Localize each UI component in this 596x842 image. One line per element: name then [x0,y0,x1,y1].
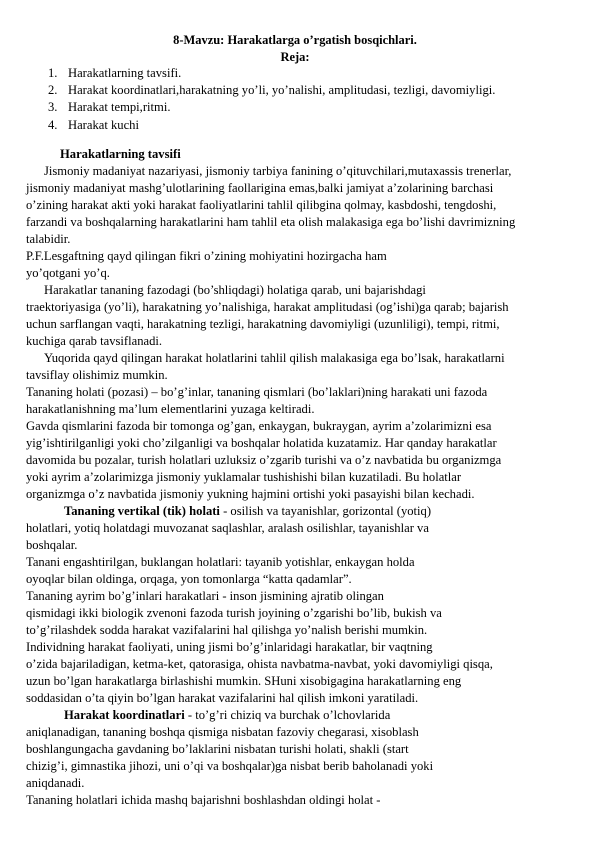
body-line: Tanani engashtirilgan, buklangan holatlari: tayanib yotishlar, enkaygan holda [26,555,415,569]
body-line: chizig’i, gimnastika jihozi, uni o’qi va boshqalar)ga nisbat berib baholanadi yoki [26,759,434,773]
plan-item-text: Harakat kuchi [68,117,139,132]
plan-item-text: Harakat tempi,ritmi. [68,100,171,115]
plan-item-number: 4. [48,117,58,132]
body-line: to’g’rilashdek sodda harakat vazifalarini hal qilishga yo’nalish berishi mumkin. [26,623,428,637]
term-vertical-position: Tananing vertikal (tik) holati [64,504,220,518]
body-line: aniqlanadigan, tananing boshqa qismiga nisbatan fazoviy chegarasi, xisoblash [26,725,419,739]
body-line [64,504,431,519]
body-line: o’zida bajariladigan, ketma-ket, qatorasiga, ohista navbatma-navbat, yoki davomiyligi qisqa, [26,657,493,671]
plan-heading: Reja: [280,50,310,64]
body-line: uchun sarflangan vaqti, harakatning tezligi, harakatning davomiyligi (uzunliligi), tempi, ritmi, [26,317,500,331]
body-line: P.F.Lesgaftning qayd qilingan fikri o’zining mohiyatini hozirgacha ham [26,249,387,263]
body-line: traektoriyasiga (yo’li), harakatning yo’nalishiga, harakat amplitudasi (og’ishi)ga qarab; bajarish [26,300,509,314]
body-line: harakatlanishning ma’lum elementlarini yuzaga keltiradi. [26,402,315,416]
body-line: oyoqlar bilan oldinga, orqaga, yon tomonlarga “katta qadamlar”. [26,572,352,586]
body-line: jismoniy madaniyat mashg’ulotlarining faollarigina emas,balki jamiyat a’zolarining barchasi [26,181,494,195]
body-line: Jismoniy madaniyat nazariyasi, jismoniy tarbiya fanining o’qituvchilari,mutaxassis trenerlar, [44,164,512,178]
body-line: holatlari, yotiq holatdagi muvozanat saqlashlar, aralash osilishlar, tayanishlar va [26,521,429,535]
term-coordinates-description: - to’g’ri chiziq va burchak o’lchovlarida [184,708,391,722]
body-line: Tananing holati (pozasi) – bo’g’inlar, tananing qismlari (bo’laklari)ning harakati uni fazoda [26,385,488,399]
body-line: yig’ishtirilganligi yoki cho’zilganligi va boshqalar holatida kuzatamiz. Har qanday harakatlar [26,436,497,450]
body-line: yoki ayrim a’zolarimizga jismoniy yuklamalar tushishishi bilan kuzatiladi. Bu holatlar [26,470,462,484]
body-line: qismidagi ikki biologik zvenoni fazoda turish joyining o’zgarishi bo’lib, bukish va [26,606,442,620]
body-line [64,708,390,723]
body-line: Tananing holatlari ichida mashq bajarishni boshlashdan oldingi holat - [26,793,381,807]
plan-list [48,65,495,134]
body-line: yo’qotgani yo’q. [26,266,110,280]
body-line: Gavda qismlarini fazoda bir tomonga og’gan, enkaygan, bukraygan, ayrim a’zolarimizni esa [26,419,492,433]
plan-item [48,117,495,134]
term-movement-coordinates: Harakat koordinatlari [64,708,185,722]
body-line: talabidir. [26,232,71,246]
body-line: boshlangungacha gavdaning bo’laklarini nisbatan turishi holati, shakli (start [26,742,409,756]
body-line: o’zining harakat akti yoki harakat faoliyatlarini tahlil qilibgina qolmay, kasbdoshi, tengdoshi, [26,198,497,212]
plan-item [48,82,495,99]
body-line: Individning harakat faoliyati, uning jismi bo’g’inlaridagi harakatlar, bir vaqtning [26,640,433,654]
body-line: soddasidan o’ta qiyin bo’lgan harakat vazifalarini hal qilish imkoni yaratiladi. [26,691,419,705]
body-line: Yuqorida qayd qilingan harakat holatlarini tahlil qilish malakasiga ega bo’lsak, harakatlarni [44,351,505,365]
body-line: boshqalar. [26,538,78,552]
body-line: tavsiflay olishimiz mumkin. [26,368,168,382]
body-line: aniqdanadi. [26,776,85,790]
body-line: organizmga o’z navbatida jismoniy yukning hajmini ortishi yoki pasayishi bilan kechadi. [26,487,475,501]
body-line: farzandi va boshqalarning harakatlarini ham tahlil eta olish malakasiga ega bo’lishi davrimizning [26,215,516,229]
document-title: 8-Mavzu: Harakatlarga o’rgatish bosqichlari. [173,33,417,47]
plan-item-number: 3. [48,100,58,115]
plan-item [48,65,495,82]
term-vertical-description: - osilish va tayanishlar, gorizontal (yotiq) [219,504,432,518]
plan-item-text: Harakatlarning tavsifi. [68,66,182,80]
body-line: Harakatlar tananing fazodagi (bo’shliqdagi) holatiga qarab, uni bajarishdagi [44,283,426,297]
plan-item [48,99,495,116]
plan-item-number: 2. [48,83,58,98]
body-line: davomida bu pozalar, turish holatlari uzluksiz o’zgarib turishi va o’z navbatida bu organizmga [26,453,502,467]
body-line: uzun bo’lgan harakatlarga birlashishi mumkin. SHuni xisobigagina harakatlarning eng [26,674,462,688]
section-heading: Harakatlarning tavsifi [60,147,181,161]
body-line: kuchiga qarab tavsiflanadi. [26,334,163,348]
plan-item-number: 1. [48,66,58,80]
plan-item-text: Harakat koordinatlari,harakatning yo’li, yo’nalishi, amplitudasi, tezligi, davomiyligi. [68,83,496,98]
body-line: Tananing ayrim bo’g’inlari harakatlari - inson jismining ajratib olingan [26,589,384,603]
